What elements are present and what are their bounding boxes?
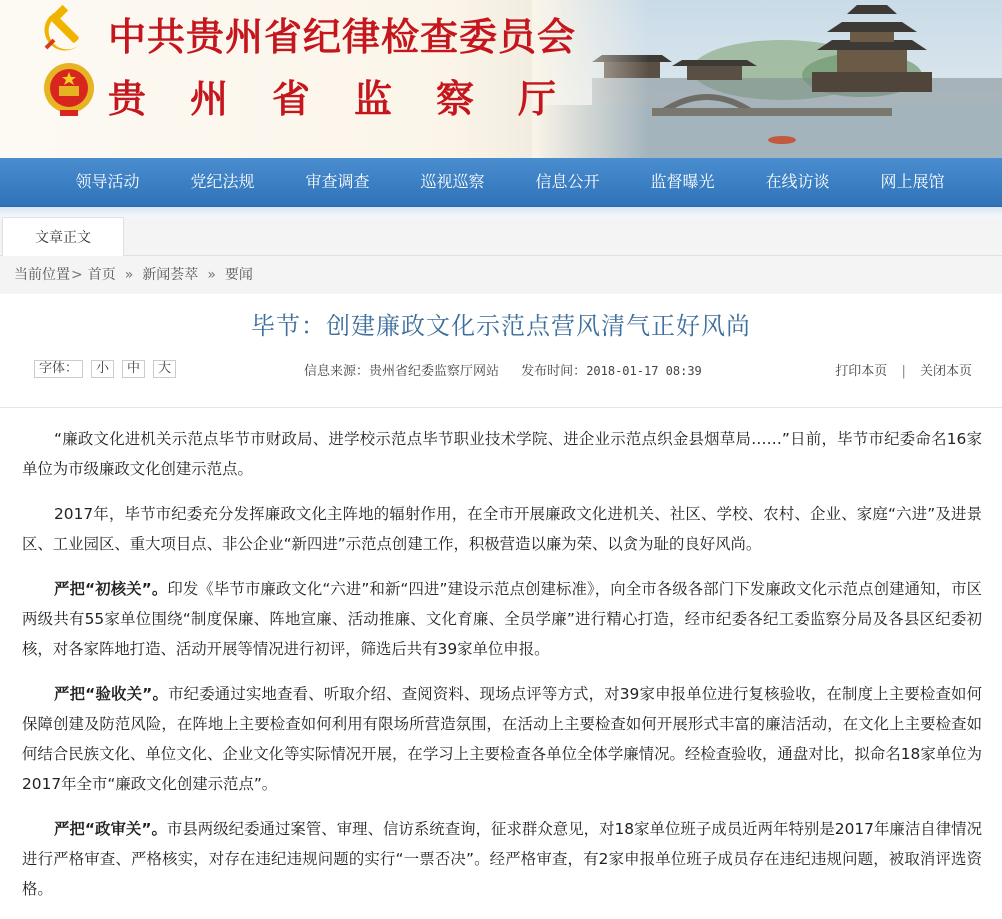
article-source bbox=[304, 360, 702, 379]
article-title: 毕节：创建廉政文化示范点营风清气正好风尚 bbox=[251, 312, 751, 340]
breadcrumb bbox=[0, 256, 1002, 294]
main-nav bbox=[0, 158, 1002, 207]
article-paragraph bbox=[22, 574, 982, 664]
publish-time-label: 发布时间： bbox=[521, 364, 587, 379]
font-size-label: 字体： bbox=[34, 360, 83, 378]
breadcrumb-label: 当前位置 bbox=[14, 267, 70, 283]
site-title: 中共贵州省纪律检查委员会 bbox=[108, 15, 577, 59]
tab-article[interactable]: 文章正文 bbox=[2, 217, 124, 256]
publish-time-value: 2018-01-17 08:39 bbox=[586, 364, 702, 378]
breadcrumb-separator-icon: » bbox=[124, 267, 134, 283]
header-scenery-image bbox=[532, 0, 1002, 158]
site-subtitle: 贵州省监察厅 bbox=[108, 77, 601, 121]
font-size-medium-button[interactable]: 中 bbox=[122, 360, 145, 378]
font-size-large-button[interactable]: 大 bbox=[153, 360, 176, 378]
source-value: 贵州省纪委监察厅网站 bbox=[369, 364, 500, 379]
breadcrumb-separator-icon: » bbox=[207, 267, 216, 283]
paragraph-text: 印发《毕节市廉政文化“六进”和新“四进”建设示范点创建标准》，向全市各级各部门下发廉政文化示范点创建通知，市区两级共有55家单位围绕“制度保廉、阵地宣廉、活动推廉、文化育廉、全员学廉”进行精心打造，经市纪委各纪工委监察分局及各县区纪委初核，对各家阵地打造、活动开展等情况进行初评，筛选后共有39家单位申报。 bbox=[22, 580, 982, 658]
article-body bbox=[22, 424, 982, 919]
nav-item-interview[interactable]: 在线访谈 bbox=[765, 172, 830, 191]
nav-item-leadership[interactable]: 领导活动 bbox=[75, 172, 140, 191]
source-label: 信息来源： bbox=[304, 364, 370, 379]
paragraph-text: 市纪委通过实地查看、听取介绍、查阅资料、现场点评等方式，对39家申报单位进行复核验收，在制度上主要检查如何保障创建及防范风险，在阵地上主要检查如何利用有限场所营造氛围，在活动上主要检查如何开展形式丰富的廉洁活动，在文化上主要检查如何结合民族文化、单位文化、企业文化等实际情况开展，在学习上主要检查各单位全体学廉情况。经检查验收，通盘对比，拟命名18家单位为2017年全市“廉政文化创建示范点”。 bbox=[22, 685, 982, 793]
paragraph-lead: 严把“政审关”。 bbox=[54, 820, 167, 838]
font-size-controls bbox=[34, 360, 176, 378]
close-page-link[interactable]: 关闭本页 bbox=[919, 364, 972, 379]
tab-bar bbox=[0, 217, 1002, 256]
font-size-small-button[interactable]: 小 bbox=[91, 360, 114, 378]
nav-item-regulations[interactable]: 党纪法规 bbox=[190, 172, 255, 191]
paragraph-text: 市县两级纪委通过案管、审理、信访系统查询，征求群众意见，对18家单位班子成员近两年特别是2017年廉洁自律情况进行严格审查、严格核实，对存在违纪违规问题的实行“一票否决”。经严格审查，有2家申报单位班子成员存在违纪违规问题，被取消评选资格。 bbox=[22, 820, 982, 898]
print-page-link[interactable]: 打印本页 bbox=[835, 364, 888, 379]
nav-item-investigation[interactable]: 审查调查 bbox=[305, 172, 370, 191]
meta-divider bbox=[0, 407, 1002, 408]
article-paragraph bbox=[22, 424, 982, 484]
paragraph-lead: 严把“初核关”。 bbox=[54, 580, 168, 598]
article-actions bbox=[835, 360, 972, 379]
breadcrumb-home[interactable]: 首页 bbox=[87, 267, 116, 283]
nav-item-exposure[interactable]: 监督曝光 bbox=[650, 172, 715, 191]
breadcrumb-news[interactable]: 新闻荟萃 bbox=[142, 267, 199, 283]
nav-shadow bbox=[0, 207, 1002, 217]
article-paragraph bbox=[22, 814, 982, 904]
paragraph-text: “廉政文化进机关示范点毕节市财政局、进学校示范点毕节职业技术学院、进企业示范点织金县烟草局……”日前，毕节市纪委命名16家单位为市级廉政文化创建示范点。 bbox=[22, 430, 982, 478]
article-paragraph bbox=[22, 499, 982, 559]
nav-item-exhibition[interactable]: 网上展馆 bbox=[880, 172, 945, 191]
nav-item-disclosure[interactable]: 信息公开 bbox=[535, 172, 600, 191]
paragraph-text: 2017年，毕节市纪委充分发挥廉政文化主阵地的辐射作用，在全市开展廉政文化进机关、社区、学校、农村、企业、家庭“六进”及进景区、工业园区、重大项目点、非公企业“新四进”示范点创建工作，积极营造以廉为荣、以贪为耻的良好风尚。 bbox=[22, 505, 982, 553]
hammer-sickle-icon bbox=[40, 4, 92, 54]
national-emblem-icon bbox=[42, 60, 96, 118]
nav-item-inspection[interactable]: 巡视巡察 bbox=[420, 172, 485, 191]
article-paragraph bbox=[22, 679, 982, 799]
site-header bbox=[0, 0, 1002, 158]
breadcrumb-headlines[interactable]: 要闻 bbox=[224, 267, 253, 283]
divider: | bbox=[901, 364, 906, 379]
article-meta bbox=[0, 356, 1002, 382]
paragraph-lead: 严把“验收关”。 bbox=[54, 685, 169, 703]
chevron-right-icon: > bbox=[71, 267, 83, 283]
